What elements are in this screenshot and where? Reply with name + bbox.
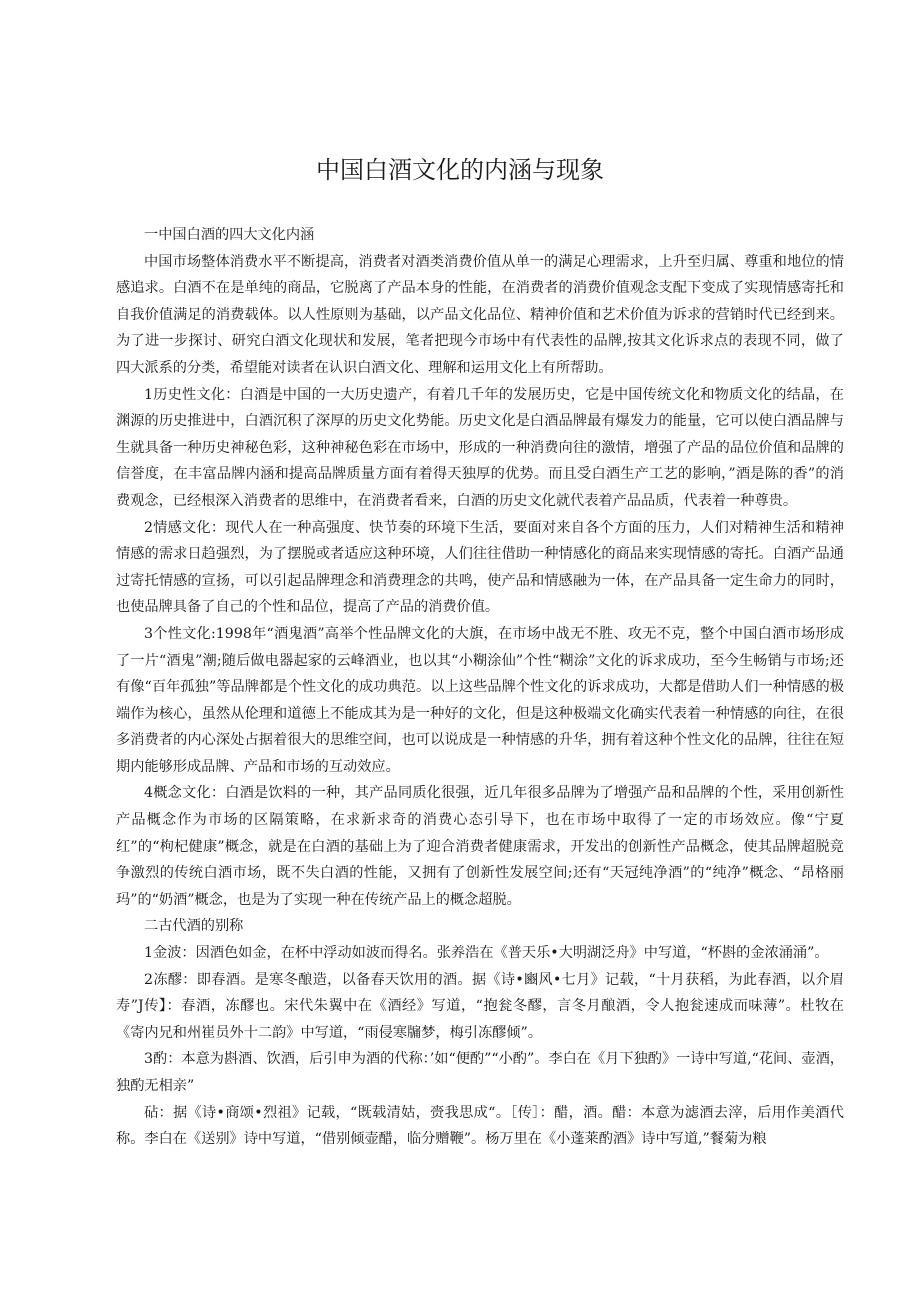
document-body [116,222,844,1153]
paragraph: 3个性文化:1998年“酒鬼酒”高举个性品牌文化的大旗，在市场中战无不胜、攻无不克，整个中国白酒市场形成了一片“酒鬼”潮;随后做电器起家的云峰酒业，也以其“小糊涂仙”个性“糊涂”文化的诉求成功，至今生畅销与市场;还有像“百年孤独”等品牌都是个性文化的成功典范。以上这些品牌个性文化的诉求成功，大都是借助人们一种情感的极端作为核心，虽然从伦理和道德上不能成其为是一种好的文化，但是这种极端文化确实代表着一种情感的向往，在很多消费者的内心深处占据着很大的思维空间，也可以说成是一种情感的升华，拥有着这种个性文化的品牌，往往在短期内能够形成品牌、产品和市场的互动效应。 [116,625,844,775]
paragraph: 1金波：因酒色如金，在杯中浮动如波而得名。张养浩在《普天乐•大明湖泛舟》中写道，“杯斟的金浓涌涌”。 [144,945,829,962]
paragraph: 4概念文化：白酒是饮料的一种，其产品同质化很强，近几年很多品牌为了增强产品和品牌的个性，采用创新性产品概念作为市场的区隔策略，在求新求奇的消费心态引导下，也在市场中取得了一定的市场效应。像“宁夏红”的“枸杞健康”概念，就是在白酒的基础上为了迎合消费者健康需求，开发出的创新性产品概念，使其品牌超脱竞争激烈的传统白酒市场，既不失白酒的性能，又拥有了创新性发展空间;还有“天冠纯净酒”的“纯净”概念、“昂格丽玛”的“奶酒”概念，也是为了实现一种在传统产品上的概念超脱。 [116,785,844,908]
paragraph: 中国市场整体消费水平不断提高，消费者对酒类消费价值从单一的满足心理需求，上升至归属、尊重和地位的情感追求。白酒不在是单纯的商品，它脱离了产品本身的性能，在消费者的消费价值观念支配下变成了实现情感寄托和自我价值满足的消费载体。以人性原则为基础，以产品文化品位、精神价值和艺术价值为诉求的营销时代已经到来。为了进一步探讨、研究白酒文化现状和发展，笔者把现今市场中有代表性的品牌,按其文化诉求点的表现不同，做了四大派系的分类，希望能对读者在认识白酒文化、理解和运用文化上有所帮助。 [116,253,844,376]
paragraph: 3酌：本意为斟酒、饮酒，后引申为酒的代称：’如“便酌”“小酌”。李白在《月下独酌》一诗中写道,“花间、壶酒，独酌无相亲” [116,1051,844,1094]
paragraph: 1历史性文化：白酒是中国的一大历史遗产，有着几千年的发展历史，它是中国传统文化和物质文化的结晶，在渊源的历史推进中，白酒沉积了深厚的历史文化势能。历史文化是白酒品牌最有爆发力的能量，它可以使白酒品牌与生就具备一种历史神秘色彩，这种神秘色彩在市场中，形成的一种消费向往的激情，增强了产品的品位价值和品牌的信誉度，在丰富品牌内涵和提高品牌质量方面有着得天独厚的优势。而且受白酒生产工艺的影响，”酒是陈的香”的消费观念，已经根深入消费者的思维中，在消费者看来，白酒的历史文化就代表着产品品质，代表着一种尊贵。 [116,386,844,509]
paragraph: 2情感文化：现代人在一种高强度、快节奏的环境下生活，要面对来自各个方面的压力，人们对精神生活和精神情感的需求日趋强烈，为了摆脱或者适应这种环境，人们往往借助一种情感化的商品来实现情感的寄托。白酒产品通过寄托情感的宣扬，可以引起品牌理念和消费理念的共鸣，使产品和情感融为一体，在产品具备一定生命力的同时，也使品牌具备了自己的个性和品位，提高了产品的消费价值。 [116,519,844,616]
paragraph: 砧：据《诗•商颂•烈祖》记载，“既载清姑，赍我思成“。［传］：醋，酒。醋：本意为滤酒去滓，后用作美酒代称。李白在《送别》诗中写道，“借别倾壶醋，临分赠鞭”。杨万里在《小蓬莱酌酒》诗中写道,”餐菊为粮 [116,1104,844,1148]
paragraph: 2冻醪：即春酒。是寒冬酿造，以备春天饮用的酒。据《诗•豳风•七月》记载，“十月获稻，为此春酒，以介眉寿”J传】：春酒，冻醪也。宋代朱翼中在《酒经》写道，“抱瓮冬醪，言冬月酿酒，令人抱瓮速成而味薄”。杜牧在《寄内兄和州崔员外十二韵》中写道，“雨侵寒牖梦，梅引冻醪倾”。 [116,971,844,1041]
document-title: 中国白酒文化的内涵与现象 [316,156,604,184]
section-heading-1: 一中国白酒的四大文化内涵 [144,227,315,243]
section-heading-2: 二古代酒的别称 [144,918,244,935]
